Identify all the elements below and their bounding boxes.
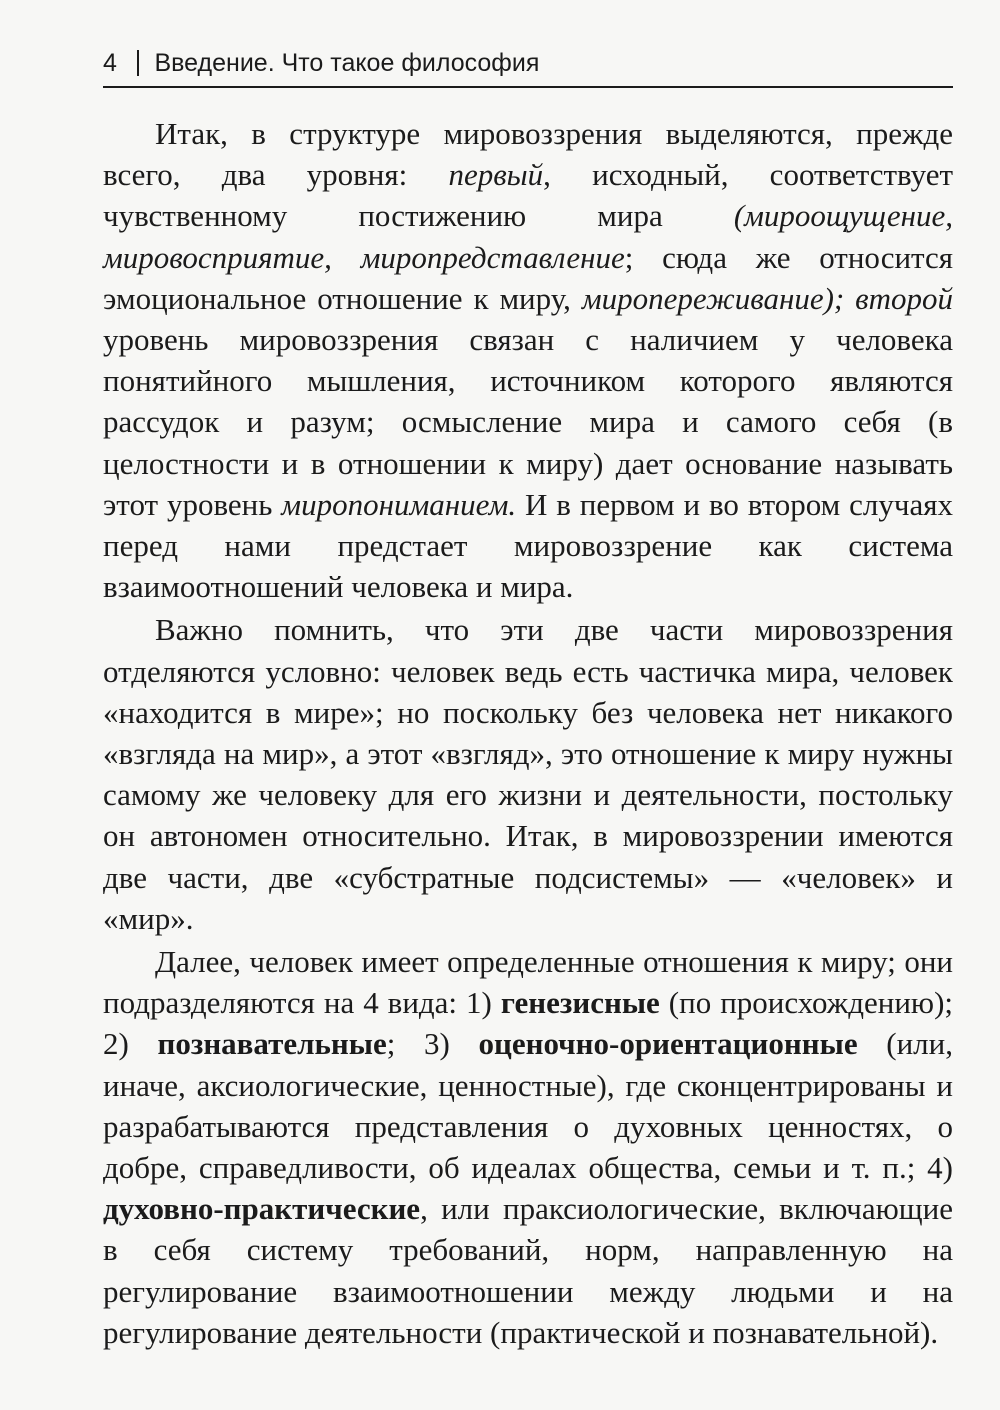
italic-term: (мироощущение, мировосприятие, миропредставление xyxy=(103,198,953,275)
text-run: Итак, в структуре мировоззрения выделяются, прежде всего, два уровня: xyxy=(103,116,953,193)
text-run: , исходный, соответствует чувственному постижению мира xyxy=(103,157,954,234)
text-run: , или праксиологические, включающие в себя систему требований, норм, направленную на регулирование взаимоотношении между людьми и на регулирование деятельности (практической и познавательной). xyxy=(103,1191,953,1350)
header-rule xyxy=(103,86,953,88)
text-run: И в первом и во втором случаях перед нами предстает мировоззрение как система взаимоотношений человека и мира. xyxy=(103,486,953,605)
body-text xyxy=(103,113,953,1353)
text-run: Важно помнить, что эти две части мировоззрения отделяются условно: человек ведь есть частичка мира, человек «находится в мире»; но поскольку без человека нет никакого «взгляда на мир», а этот «взгляд», это отношение к миру нужны самому же человеку для его жизни и деятельности, постольку он автономен относительно. Итак, в мировоззрении имеются две части, две «субстратные подсистемы» — «человек» и «мир». xyxy=(103,612,953,936)
text-run: уровень мировоззрения связан с наличием у человека понятийного мышления, источником которого являются рассудок и разум; осмысление мира и самого себя (в целостности и в отношении к миру) дает основание называть этот уровень xyxy=(103,322,953,522)
text-run: ; 3) xyxy=(386,1026,479,1062)
bold-term: познавательные xyxy=(157,1026,387,1062)
bold-term: генезисные xyxy=(500,985,660,1021)
paragraph-1 xyxy=(103,113,953,607)
text-run: (по происхождению); 2) xyxy=(103,985,954,1062)
bold-term: духовно-практические xyxy=(103,1191,421,1227)
running-head xyxy=(103,48,955,84)
text-run: Далее, человек имеет определенные отношения к миру; они подразделяются на 4 вида: 1) xyxy=(103,944,953,1021)
header-separator xyxy=(137,50,139,76)
page-number: 4 xyxy=(103,49,117,77)
italic-term: миропониманием. xyxy=(281,486,517,522)
italic-term: первый xyxy=(448,157,544,193)
italic-term: миропереживание); второй xyxy=(581,280,953,316)
paragraph-2 xyxy=(103,609,953,939)
bold-term: оценочно-ориентационные xyxy=(478,1026,858,1062)
text-run: (или, иначе, аксиологические, ценностные), где сконцентрированы и разрабатываются представления о духовных ценностях, о добре, справедливости, об идеалах общества, семьи и т. п.; 4) xyxy=(103,1026,953,1186)
text-run: ; сюда же относится эмоциональное отношение к миру, xyxy=(103,239,953,316)
chapter-title: Введение. Что такое философия xyxy=(154,49,540,77)
paragraph-3 xyxy=(103,941,953,1353)
